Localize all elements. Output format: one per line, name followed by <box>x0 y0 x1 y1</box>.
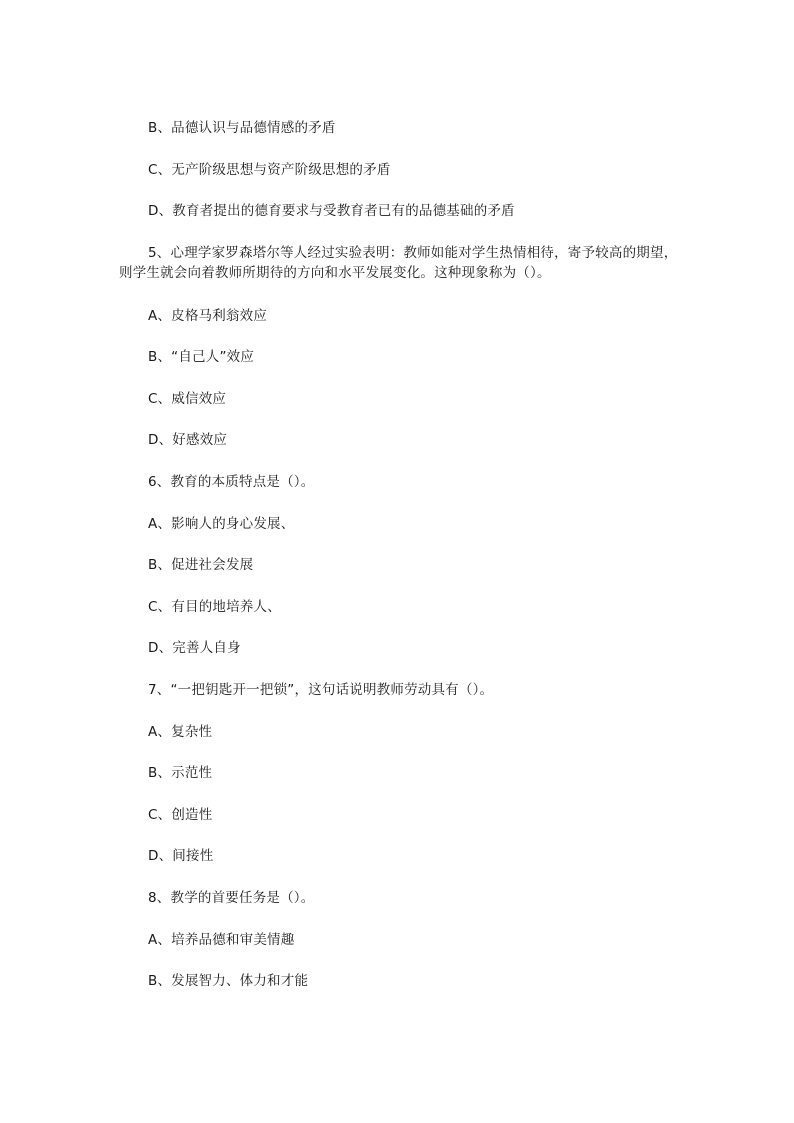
q5-option-c: C、威信效应 <box>148 391 227 407</box>
q6-option-c: C、有目的地培养人、 <box>148 599 281 615</box>
q7-option-c: C、创造性 <box>148 807 213 823</box>
q5-option-a: A、皮格马利翁效应 <box>148 308 268 324</box>
q5-option-d: D、好感效应 <box>148 432 228 448</box>
q4-option-b: B、品德认识与品德情感的矛盾 <box>148 120 336 136</box>
q7-option-b: B、示范性 <box>148 765 213 781</box>
q5-option-b: B、“自己人”效应 <box>148 349 255 365</box>
q4-option-c: C、无产阶级思想与资产阶级思想的矛盾 <box>148 162 391 178</box>
q6-option-a: A、影响人的身心发展、 <box>148 516 295 532</box>
question-7: 7、“一把钥匙开一把锁”，这句话说明教师劳动具有（）。 <box>148 682 494 698</box>
q4-option-d: D、教育者提出的德育要求与受教育者已有的品德基础的矛盾 <box>148 203 515 219</box>
q8-option-a: A、培养品德和审美情趣 <box>148 932 295 948</box>
question-5: 5、心理学家罗森塔尔等人经过实验表明：教师如能对学生热情相待，寄予较高的期望，则学生就会向着教师所期待的方向和水平发展变化。这种现象称为（）。 <box>119 245 678 281</box>
q7-option-d: D、间接性 <box>148 848 214 864</box>
question-8: 8、教学的首要任务是（）。 <box>148 890 315 906</box>
q6-option-b: B、促进社会发展 <box>148 557 254 573</box>
q8-option-b: B、发展智力、体力和才能 <box>148 973 309 989</box>
q7-option-a: A、复杂性 <box>148 724 213 740</box>
q6-option-d: D、完善人自身 <box>148 640 241 656</box>
question-6: 6、教育的本质特点是（）。 <box>148 474 315 490</box>
